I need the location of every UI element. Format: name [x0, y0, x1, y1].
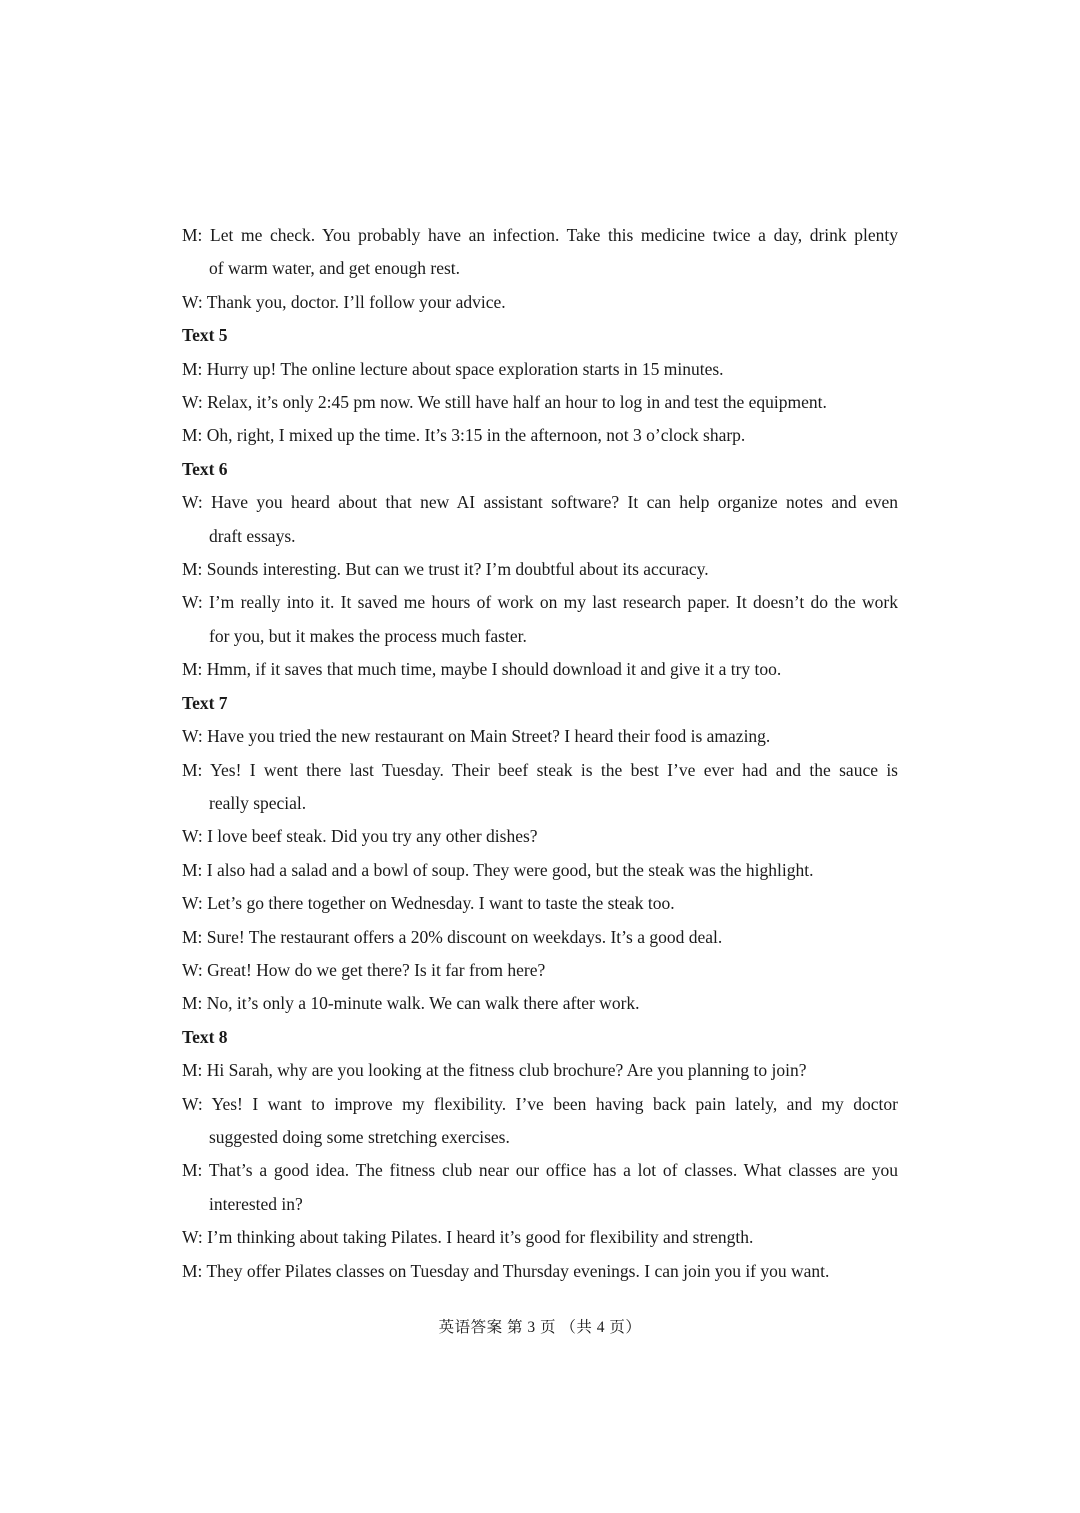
dialogue-line: M: Sure! The restaurant offers a 20% discount on weekdays. It’s a good deal.	[182, 926, 723, 947]
dialogue-line: M: Let me check. You probably have an infection. Take this medicine twice a day, drink plenty	[182, 225, 898, 245]
section-heading: Text 7	[182, 692, 228, 713]
section-heading: Text 6	[182, 458, 228, 479]
dialogue-line: really special.	[209, 792, 307, 813]
dialogue-line: W: Relax, it’s only 2:45 pm now. We still have half an hour to log in and test the equipment.	[182, 392, 827, 413]
dialogue-line: M: Hmm, if it saves that much time, maybe I should download it and give it a try too.	[182, 659, 782, 680]
dialogue-line: draft essays.	[209, 525, 296, 546]
dialogue-line: W: Have you heard about that new AI assistant software? It can help organize notes and even	[182, 492, 898, 513]
dialogue-line: interested in?	[209, 1193, 303, 1214]
dialogue-line: for you, but it makes the process much faster.	[209, 625, 527, 646]
dialogue-line: M: Oh, right, I mixed up the time. It’s 3:15 in the afternoon, not 3 o’clock sharp.	[182, 425, 746, 446]
dialogue-line: W: I’m thinking about taking Pilates. I heard it’s good for flexibility and strength.	[182, 1227, 754, 1248]
dialogue-line: W: I’m really into it. It saved me hours of work on my last research paper. It doesn’t do the work	[182, 592, 898, 613]
dialogue-line: M: Yes! I went there last Tuesday. Their beef steak is the best I’ve ever had and the sauce is	[182, 759, 898, 780]
dialogue-line: M: Hi Sarah, why are you looking at the fitness club brochure? Are you planning to join?	[182, 1060, 807, 1081]
dialogue-line: W: Let’s go there together on Wednesday. I want to taste the steak too.	[182, 893, 675, 914]
section-heading: Text 8	[182, 1026, 228, 1047]
dialogue-line: of warm water, and get enough rest.	[209, 258, 461, 279]
page-footer: 英语答案 第 3 页 （共 4 页）	[438, 1319, 642, 1336]
dialogue-line: M: I also had a salad and a bowl of soup. They were good, but the steak was the highlight.	[182, 859, 814, 880]
dialogue-line: M: They offer Pilates classes on Tuesday and Thursday evenings. I can join you if you want.	[182, 1260, 830, 1281]
dialogue-line: W: Thank you, doctor. I’ll follow your advice.	[182, 291, 506, 312]
section-heading: Text 5	[182, 325, 228, 346]
dialogue-line: M: That’s a good idea. The fitness club near our office has a lot of classes. What classes are you	[182, 1160, 898, 1181]
dialogue-line: M: Hurry up! The online lecture about space exploration starts in 15 minutes.	[182, 358, 724, 379]
dialogue-line: suggested doing some stretching exercises.	[209, 1126, 510, 1147]
dialogue-line: W: Have you tried the new restaurant on Main Street? I heard their food is amazing.	[182, 726, 771, 747]
dialogue-line: M: Sounds interesting. But can we trust it? I’m doubtful about its accuracy.	[182, 559, 709, 580]
document-body	[182, 219, 898, 1288]
dialogue-line: W: I love beef steak. Did you try any other dishes?	[182, 826, 538, 847]
dialogue-line: M: No, it’s only a 10-minute walk. We can walk there after work.	[182, 993, 640, 1014]
dialogue-line: W: Great! How do we get there? Is it far from here?	[182, 959, 546, 980]
dialogue-line: W: Yes! I want to improve my flexibility. I’ve been having back pain lately, and my doctor	[182, 1093, 898, 1114]
